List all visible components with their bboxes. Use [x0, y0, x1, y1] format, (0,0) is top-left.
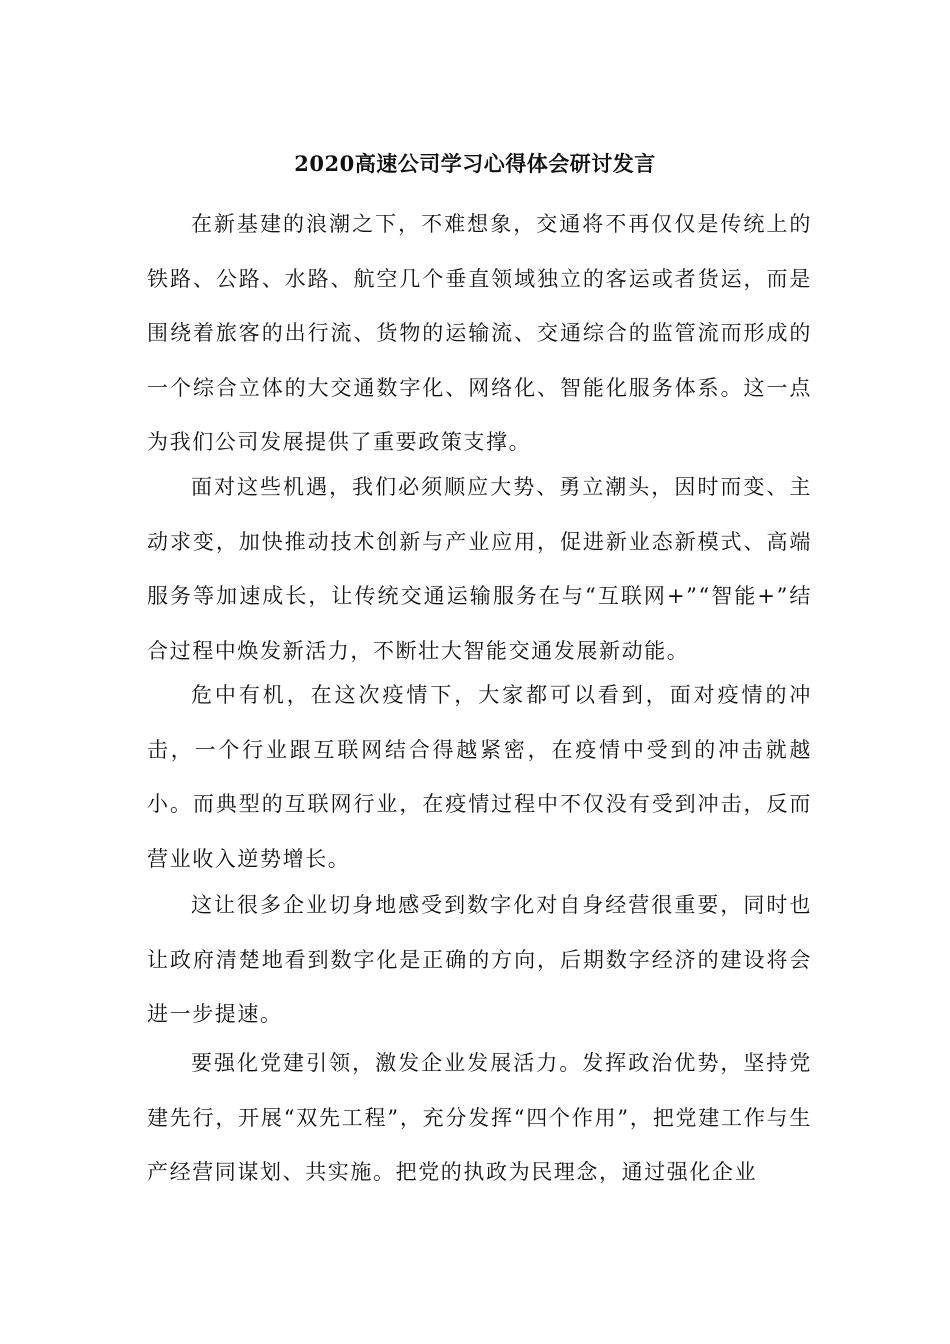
paragraph-5: 要强化党建引领，激发企业发展活力。发挥政治优势，坚持党建先行，开展“双先工程”，充分发挥“四个作用”，把党建工作与生产经营同谋划、共实施。把党的执政为民理念，通过强化企业: [147, 1051, 812, 1184]
document-title: 2020高速公司学习心得体会研讨发言: [294, 151, 656, 176]
paragraph-1: 在新基建的浪潮之下，不难想象，交通将不再仅仅是传统上的铁路、公路、水路、航空几个垂直领域独立的客运或者货运，而是围绕着旅客的出行流、货物的运输流、交通综合的监管流而形成的一个综合立体的大交通数字化、网络化、智能化服务体系。这一点为我们公司发展提供了重要政策支撑。: [147, 212, 812, 454]
paragraph-2: 面对这些机遇，我们必须顺应大势、勇立潮头，因时而变、主动求变，加快推动技术创新与产业应用，促进新业态新模式、高端服务等加速成长，让传统交通运输服务在与“互联网+”“智能+”结合过程中焕发新活力，不断壮大智能交通发展新动能。: [147, 475, 812, 663]
paragraph-4: 这让很多企业切身地感受到数字化对自身经营很重要，同时也让政府清楚地看到数字化是正确的方向，后期数字经济的建设将会进一步提速。: [147, 893, 812, 1026]
paragraph-3: 危中有机，在这次疫情下，大家都可以看到，面对疫情的冲击，一个行业跟互联网结合得越紧密，在疫情中受到的冲击就越小。而典型的互联网行业，在疫情过程中不仅没有受到冲击，反而营业收入逆势增长。: [147, 683, 812, 871]
